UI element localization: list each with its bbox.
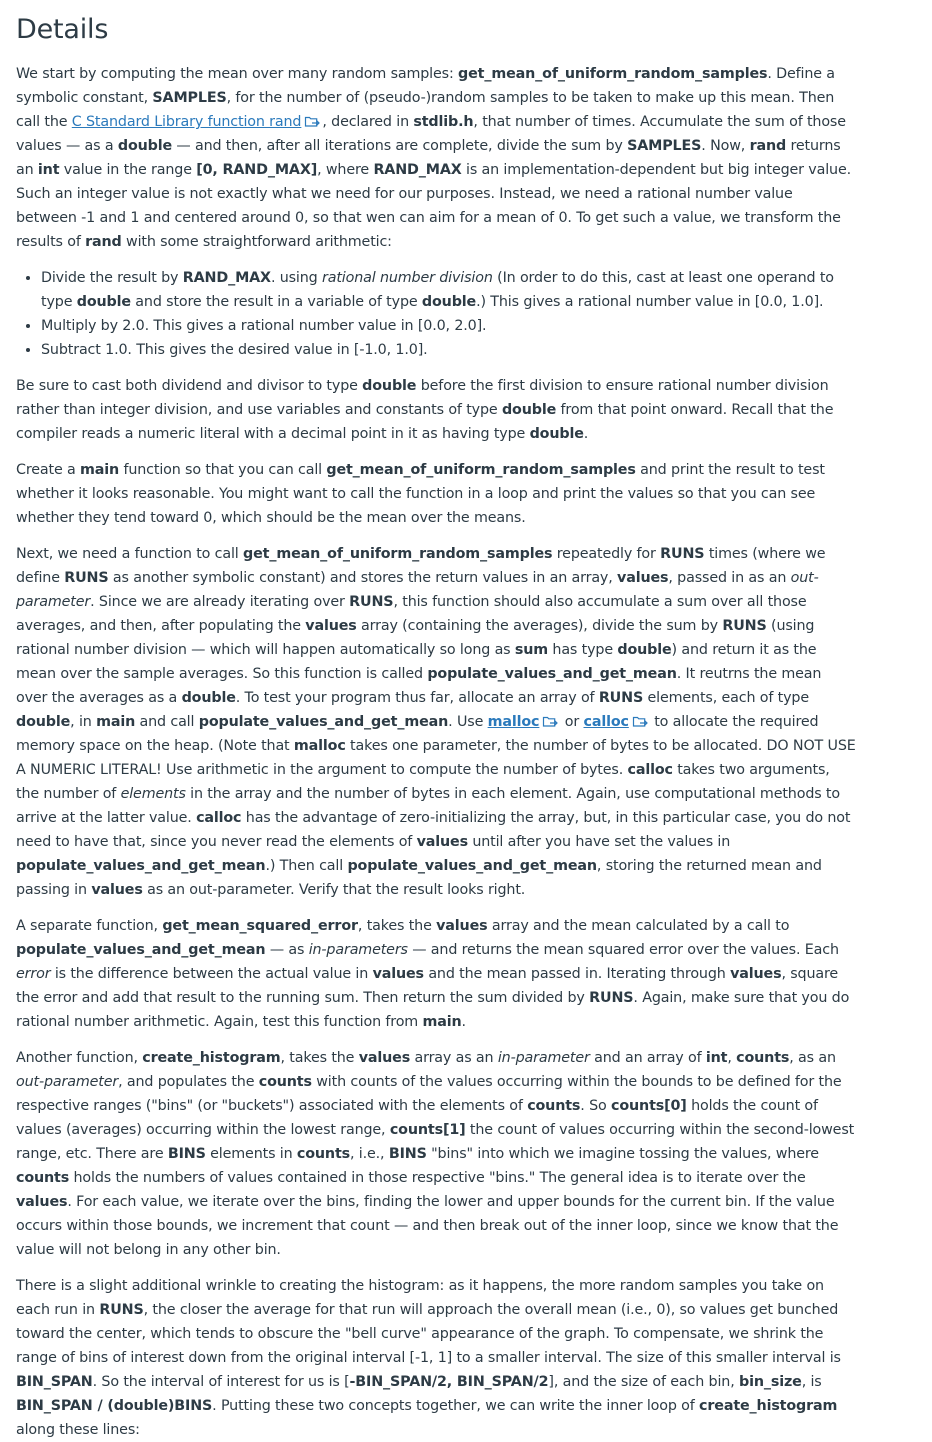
code-term: values bbox=[617, 570, 669, 586]
code-term: populate_values_and_get_mean bbox=[427, 666, 677, 682]
code-term: double bbox=[617, 642, 672, 658]
code-term: BINS bbox=[167, 1146, 206, 1162]
code-term: create_histogram bbox=[699, 1398, 838, 1414]
paragraph-bin-span: There is a slight additional wrinkle to creating the histogram: as it happens, the more random samples you take on each run in RUNS, the closer the average for that run will approach the overall mean (i.e., 0), so values get bunched toward the center, which tends to obscure the "bell curve" appearance of the graph. To compensate, we shrink the range of bins of interest down from the original interval [-1, 1] to a smaller interval. The size of this smaller interval is BIN_SPAN. So the interval of interest for us is [-BIN_SPAN/2, BIN_SPAN/2], and the size of each bin, bin_size, is BIN_SPAN / (double)BINS. Putting these two concepts together, we can write the inner loop of create_histogram along these lines: bbox=[16, 1278, 841, 1438]
code-term: double bbox=[421, 294, 477, 310]
code-term: double bbox=[529, 426, 584, 442]
code-term: main bbox=[422, 1014, 462, 1030]
code-term: get_mean_of_uniform_random_samples bbox=[458, 66, 768, 82]
code-term: values bbox=[372, 966, 424, 982]
code-term: rand bbox=[85, 234, 122, 250]
list-item: • Divide the result by RAND_MAX. using rational number division (In order to do this, cast at least one operand to type double and store the result in a variable of type double.) This gives a rational number value in [0.0, 1.0]. bbox=[41, 266, 856, 314]
code-term: [0, RAND_MAX] bbox=[196, 162, 318, 178]
emphasis-term: out-parameter bbox=[16, 570, 819, 610]
code-term: populate_values_and_get_mean bbox=[16, 942, 266, 958]
code-term: sum bbox=[514, 642, 549, 658]
code-term: int bbox=[37, 162, 60, 178]
code-term: populate_values_and_get_mean bbox=[198, 714, 449, 730]
code-term: RUNS bbox=[64, 570, 109, 586]
code-term: counts bbox=[736, 1050, 790, 1066]
code-term: calloc bbox=[627, 762, 673, 778]
emphasis-term: elements bbox=[120, 786, 186, 802]
code-term: malloc bbox=[293, 738, 346, 754]
code-term: values bbox=[730, 966, 782, 982]
malloc-doc-link[interactable]: malloc bbox=[487, 714, 540, 730]
list-item: • Subtract 1.0. This gives the desired value in [-1.0, 1.0]. bbox=[41, 338, 856, 362]
code-term: populate_values_and_get_mean bbox=[347, 858, 597, 874]
emphasis-term: out-parameter bbox=[16, 1074, 119, 1090]
code-term: values bbox=[358, 1050, 411, 1066]
code-term: counts bbox=[258, 1074, 312, 1090]
code-term: bin_size bbox=[738, 1374, 802, 1390]
code-term: calloc bbox=[196, 810, 242, 826]
code-term: double bbox=[181, 690, 236, 706]
code-term: counts bbox=[16, 1170, 70, 1186]
external-link-icon[interactable] bbox=[304, 114, 322, 128]
code-term: SAMPLES bbox=[152, 90, 227, 106]
code-term: RAND_MAX bbox=[182, 270, 271, 286]
paragraph-mean-squared-error: A separate function, get_mean_squared_error, takes the values array and the mean calculated by a call to populate_values_and_get_mean — as in-parameters — and returns the mean squared error over the values. Each error is the difference between the actual value in values and the mean passed in. Iterating through values, square the error and add that result to the running sum. Then return the sum divided by RUNS. Again, make sure that you do rational number arithmetic. Again, test this function from main. bbox=[16, 918, 850, 1030]
code-term: double bbox=[117, 138, 173, 154]
paragraph-main: Create a main function so that you can call get_mean_of_uniform_random_samples and print the result to test whether it looks reasonable. You might want to call the function in a loop and print the values so that you can see whether they tend toward 0, which should be the mean over the means. bbox=[16, 462, 825, 526]
code-term: values bbox=[91, 882, 143, 898]
code-term: values bbox=[305, 618, 357, 634]
code-term: counts bbox=[296, 1146, 350, 1162]
calloc-doc-link[interactable]: calloc bbox=[583, 714, 629, 730]
external-link-icon[interactable] bbox=[632, 714, 650, 728]
code-term: RAND_MAX bbox=[373, 162, 462, 178]
paragraph-intro: We start by computing the mean over many random samples: get_mean_of_uniform_random_samples. Define a symbolic constant, SAMPLES, for the number of (pseudo-)random samples to be taken to make up this mean. Then call the C Standard Library function rand , declared in stdlib.h, that number of times. Accumulate the sum of those values — as a double — and then, after all iterations are complete, divide the sum by SAMPLES. Now, rand returns an int value in the range [0, RAND_MAX], where RAND_MAX is an implementation-dependent but big integer value. Such an integer value is not exactly what we need for our purposes. Instead, we need a rational number value between -1 and 1 and centered around 0, so that wen can aim for a mean of 0. To get such a value, we transform the results of rand with some straightforward arithmetic: bbox=[16, 66, 851, 250]
code-term: counts[1] bbox=[389, 1122, 466, 1138]
code-term: double bbox=[362, 378, 417, 394]
code-term: values bbox=[436, 918, 488, 934]
emphasis-term: error bbox=[16, 966, 51, 982]
code-term: double bbox=[501, 402, 557, 418]
code-term: RUNS bbox=[349, 594, 394, 610]
code-term: BIN_SPAN / (double)BINS bbox=[16, 1398, 213, 1414]
code-term: BIN_SPAN bbox=[16, 1374, 93, 1390]
code-term: -BIN_SPAN/2, BIN_SPAN/2 bbox=[349, 1374, 549, 1390]
code-term: RUNS bbox=[99, 1302, 144, 1318]
code-term: RUNS bbox=[589, 990, 634, 1006]
code-term: create_histogram bbox=[142, 1050, 281, 1066]
code-term: RUNS bbox=[598, 690, 644, 706]
list-item: • Multiply by 2.0. This gives a rational number value in [0.0, 2.0]. bbox=[41, 314, 856, 338]
code-term: RUNS bbox=[660, 546, 705, 562]
code-term: counts[0] bbox=[611, 1098, 687, 1114]
page-title: Details bbox=[16, 14, 109, 45]
code-term: RUNS bbox=[722, 618, 767, 634]
paragraph-casting: Be sure to cast both dividend and divisor to type double before the first division to ensure rational number division rather than integer division, and use variables and constants of type double from that point onward. Recall that the compiler reads a numeric literal with a decimal point in it as having type double. bbox=[16, 378, 834, 442]
code-term: main bbox=[80, 462, 120, 478]
code-term: populate_values_and_get_mean bbox=[16, 858, 266, 874]
code-term: get_mean_of_uniform_random_samples bbox=[326, 462, 636, 478]
emphasis-term: rational number division bbox=[322, 270, 493, 286]
paragraph-populate-values: Next, we need a function to call get_mean_of_uniform_random_samples repeatedly for RUNS times (where we define RUNS as another symbolic constant) and stores the return values in an array, values, passed in as an out-parameter. Since we are already iterating over RUNS, this function should also accumulate a sum over all those averages, and then, after populating the values array (containing the averages), divide the sum by RUNS (using rational number division — which will happen automatically so long as sum has type double) and return it as the mean over the sample averages. So this function is called populate_values_and_get_mean. It reutrns the mean over the averages as a double. To test your program thus far, allocate an array of RUNS elements, each of type double, in main and call populate_values_and_get_mean. Use malloc or calloc to allocate the required memory space on the heap. (Note that malloc takes one parameter, the number of bytes to be allocated. DO NOT USE A NUMERIC LITERAL! Use arithmetic in the argument to compute the number of bytes. calloc takes two arguments, the number of elements in the array and the number of bytes in each element. Again, use computational methods to arrive at the latter value. calloc has the advantage of zero-initializing the array, but, in this particular case, you do not need to have that, since you never read the elements of values until after you have set the values in populate_values_and_get_mean.) Then call populate_values_and_get_mean, storing the returned mean and passing in values as an out-parameter. Verify that the result looks right. bbox=[16, 546, 856, 898]
emphasis-term: in-parameters bbox=[308, 942, 408, 958]
code-term: get_mean_of_uniform_random_samples bbox=[243, 546, 553, 562]
code-term: double bbox=[16, 714, 71, 730]
paragraph-histogram: Another function, create_histogram, takes the values array as an in-parameter and an array of int, counts, as an out-parameter, and populates the counts with counts of the values occurring within the bounds to be defined for the respective ranges ("bins" (or "buckets") associated with the elements of counts. So counts[0] holds the count of values (averages) occurring within the lowest range, counts[1] the count of values occurring within the second-lowest range, etc. There are BINS elements in counts, i.e., BINS "bins" into which we imagine tossing the values, where counts holds the numbers of values contained in those respective "bins." The general idea is to iterate over the values. For each value, we iterate over the bins, finding the lower and upper bounds for the current bin. If the value occurs within those bounds, we increment that count — and then break out of the inner loop, since we know that the value will not belong in any other bin. bbox=[16, 1050, 855, 1258]
emphasis-term: in-parameter bbox=[497, 1050, 590, 1066]
rand-doc-link[interactable]: C Standard Library function rand bbox=[71, 114, 302, 130]
code-term: stdlib.h bbox=[413, 114, 474, 130]
code-term: main bbox=[96, 714, 136, 730]
code-term: int bbox=[705, 1050, 728, 1066]
code-term: values bbox=[16, 1194, 68, 1210]
code-term: counts bbox=[527, 1098, 581, 1114]
code-term: values bbox=[416, 834, 468, 850]
code-term: double bbox=[76, 294, 131, 310]
code-term: get_mean_squared_error bbox=[162, 918, 358, 934]
steps-list bbox=[16, 266, 856, 362]
code-term: SAMPLES bbox=[627, 138, 702, 154]
code-term: BINS bbox=[388, 1146, 427, 1162]
external-link-icon[interactable] bbox=[542, 714, 560, 728]
code-term: rand bbox=[749, 138, 787, 154]
